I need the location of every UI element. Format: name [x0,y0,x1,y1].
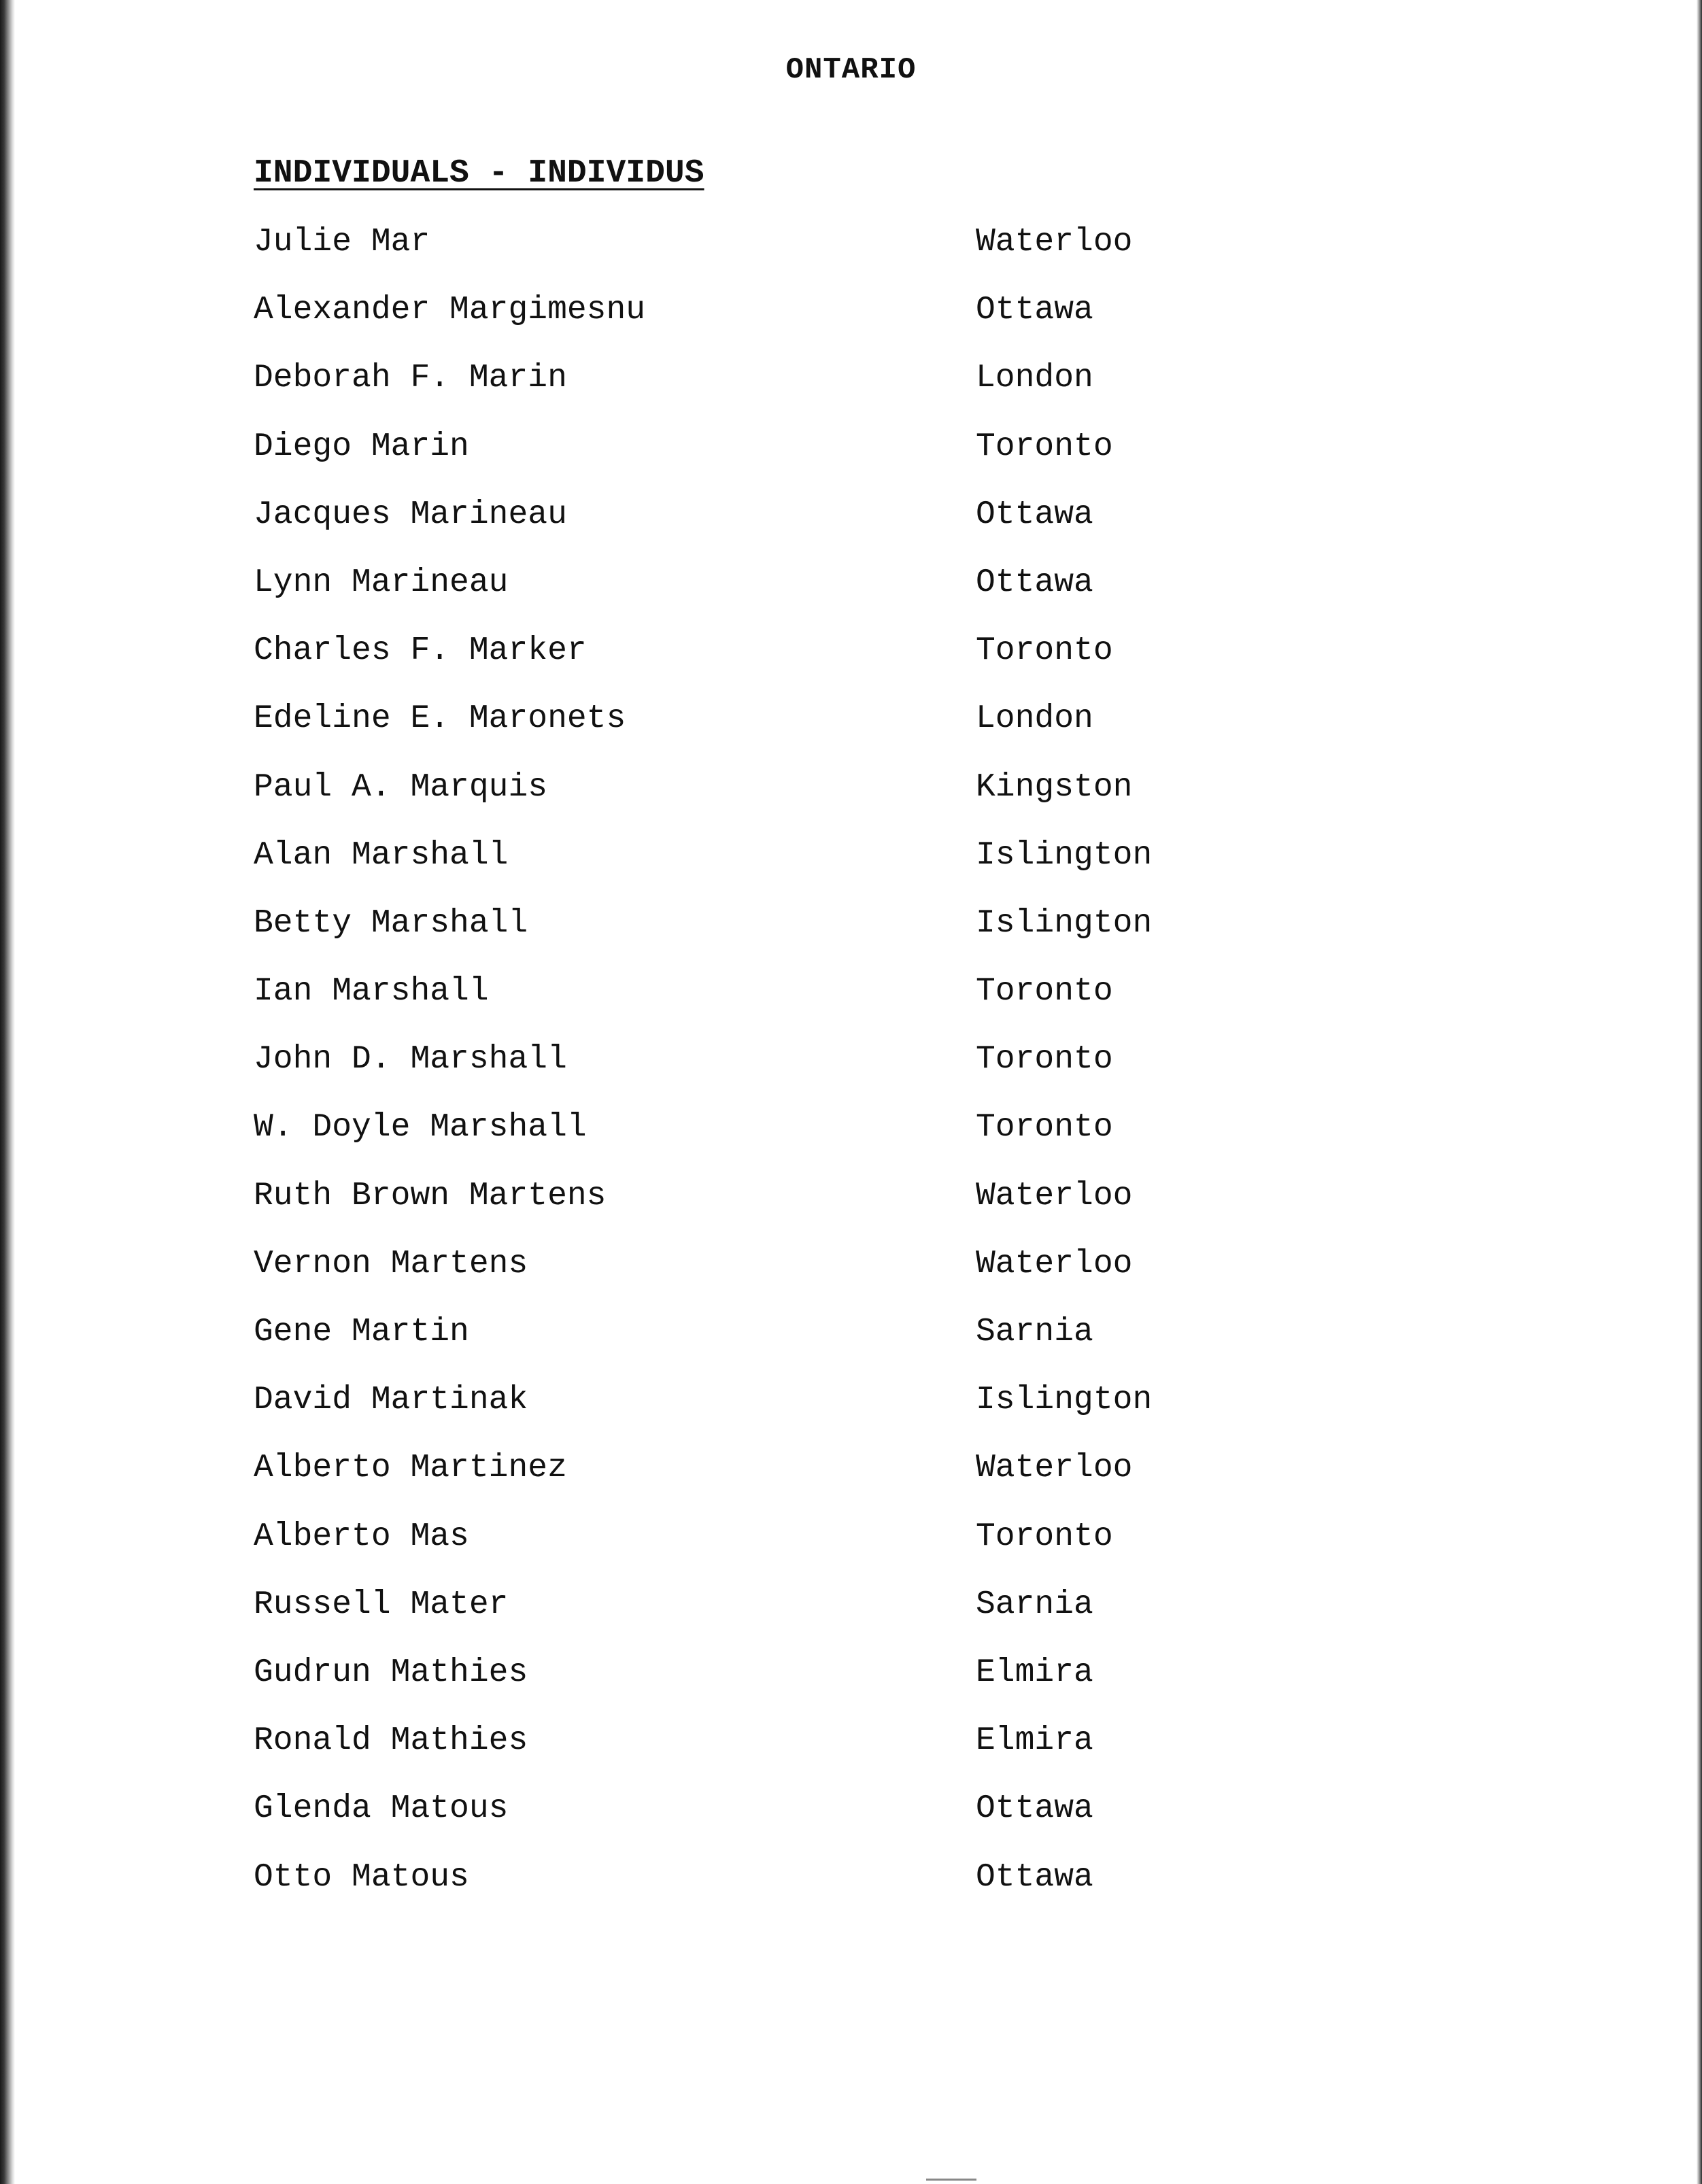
entry-name: Julie Mar [254,224,430,260]
list-item [254,1652,1410,1720]
list-item [254,1380,1410,1448]
entry-name: Glenda Matous [254,1790,509,1828]
entry-city: Ottawa [976,1858,1093,1896]
entry-name: Deborah F. Marin [254,360,567,397]
page-title: ONTARIO [785,53,917,87]
list-item [254,903,1410,971]
list-item [254,1039,1410,1107]
scan-edge-left [0,0,15,2184]
entry-list [254,222,1410,1925]
entry-city: Sarnia [976,1586,1093,1623]
entry-city: Ottawa [976,292,1093,329]
list-item [254,562,1410,630]
list-item [254,1448,1410,1516]
list-item [254,1857,1410,1925]
entry-name: Alexander Margimesnu [254,292,646,329]
entry-city: Toronto [976,632,1113,670]
list-item [254,1788,1410,1856]
scan-artifact-mark [926,2179,976,2181]
list-item [254,1244,1410,1312]
list-item [254,835,1410,903]
entry-name: Betty Marshall [254,904,528,942]
entry-city: Sarnia [976,1314,1093,1350]
entry-name: Russell Mater [254,1586,509,1623]
list-item [254,1107,1410,1175]
entry-city: Toronto [976,1518,1113,1555]
entry-city: Toronto [976,428,1113,465]
entry-city: Toronto [976,1041,1113,1078]
entry-city: Ottawa [976,564,1093,601]
entry-name: Paul A. Marquis [254,768,548,806]
entry-name: Gene Martin [254,1314,469,1350]
list-item [254,971,1410,1039]
entry-city: Islington [976,836,1153,874]
entry-city: Toronto [976,973,1113,1010]
entry-name: Gudrun Mathies [254,1654,528,1691]
list-item [254,1176,1410,1244]
list-item [254,290,1410,358]
list-item [254,1720,1410,1788]
entry-city: Islington [976,1382,1153,1419]
entry-city: Kingston [976,768,1133,806]
entry-city: Islington [976,904,1153,942]
entry-name: Ian Marshall [254,973,489,1010]
entry-city: Toronto [976,1109,1113,1146]
entry-city: London [976,700,1093,738]
entry-name: W. Doyle Marshall [254,1109,587,1146]
list-item [254,1584,1410,1652]
entry-name: Ruth Brown Martens [254,1177,607,1214]
entry-name: Alan Marshall [254,836,509,874]
list-item [254,1516,1410,1584]
list-item [254,222,1410,290]
entry-name: Alberto Mas [254,1518,469,1555]
list-item [254,1312,1410,1380]
list-item [254,698,1410,766]
entry-city: Elmira [976,1654,1093,1691]
scan-edge-right [1697,0,1702,2184]
entry-name: Edeline E. Maronets [254,700,626,738]
entry-name: Jacques Marineau [254,496,567,533]
entry-city: Ottawa [976,1790,1093,1828]
entry-city: Waterloo [976,1245,1133,1282]
list-item [254,426,1410,494]
entry-city: Elmira [976,1722,1093,1760]
entry-name: Ronald Mathies [254,1722,528,1760]
section-heading: INDIVIDUALS - INDIVIDUS [254,155,704,192]
entry-name: Vernon Martens [254,1245,528,1282]
entry-city: Waterloo [976,1450,1133,1487]
entry-city: Waterloo [976,224,1133,260]
entry-name: David Martinak [254,1382,528,1419]
entry-name: Alberto Martinez [254,1450,567,1487]
entry-city: Waterloo [976,1177,1133,1214]
entry-name: Lynn Marineau [254,564,509,601]
list-item [254,767,1410,835]
list-item [254,630,1410,698]
entry-name: John D. Marshall [254,1041,567,1078]
entry-name: Charles F. Marker [254,632,587,670]
entry-name: Otto Matous [254,1858,469,1896]
entry-name: Diego Marin [254,428,469,465]
list-item [254,494,1410,562]
list-item [254,358,1410,426]
entry-city: London [976,360,1093,397]
entry-city: Ottawa [976,496,1093,533]
